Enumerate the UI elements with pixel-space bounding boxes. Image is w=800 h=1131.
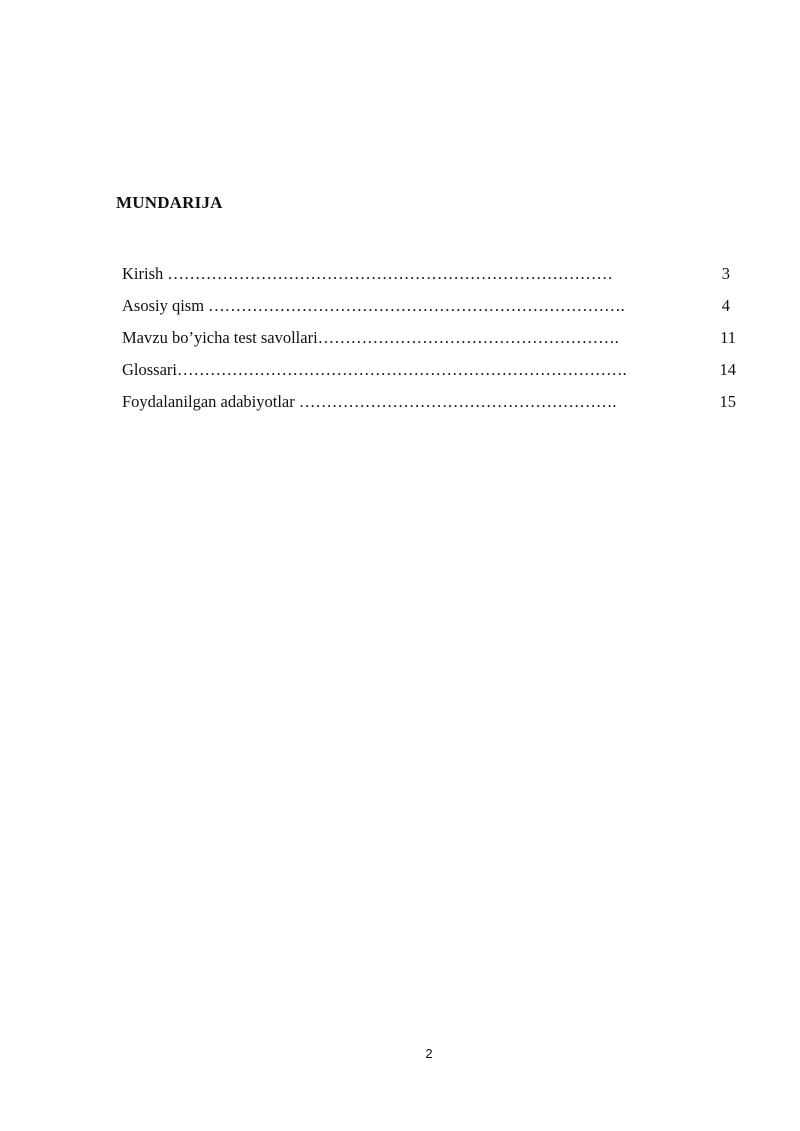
toc-entry[interactable] [122,263,736,295]
toc-entry-page: 11 [720,328,736,347]
page-title: MUNDARIJA [116,193,223,212]
table-of-contents [122,263,736,423]
toc-entry-page: 4 [721,296,730,315]
page-number: 2 [425,1046,433,1061]
toc-entry-label: Glossari………………………………………………………………………. [122,360,627,379]
toc-entry-label: Mavzu bo’yicha test savollari………………………………………………. [122,328,619,347]
toc-entry-label: Foydalanilgan adabiyotlar …………………………………………………. [122,392,617,411]
toc-entry-page: 15 [719,392,736,411]
toc-entry-label: Kirish ……………………………………………………………………… [122,264,613,283]
toc-entry-label: Asosiy qism …………………………………………………………………. [122,296,625,315]
toc-entry[interactable] [122,295,736,327]
toc-entry[interactable] [122,327,736,359]
toc-entry[interactable] [122,391,736,423]
toc-entry-page: 14 [719,360,736,379]
toc-entry[interactable] [122,359,736,391]
toc-entry-page: 3 [721,264,730,283]
